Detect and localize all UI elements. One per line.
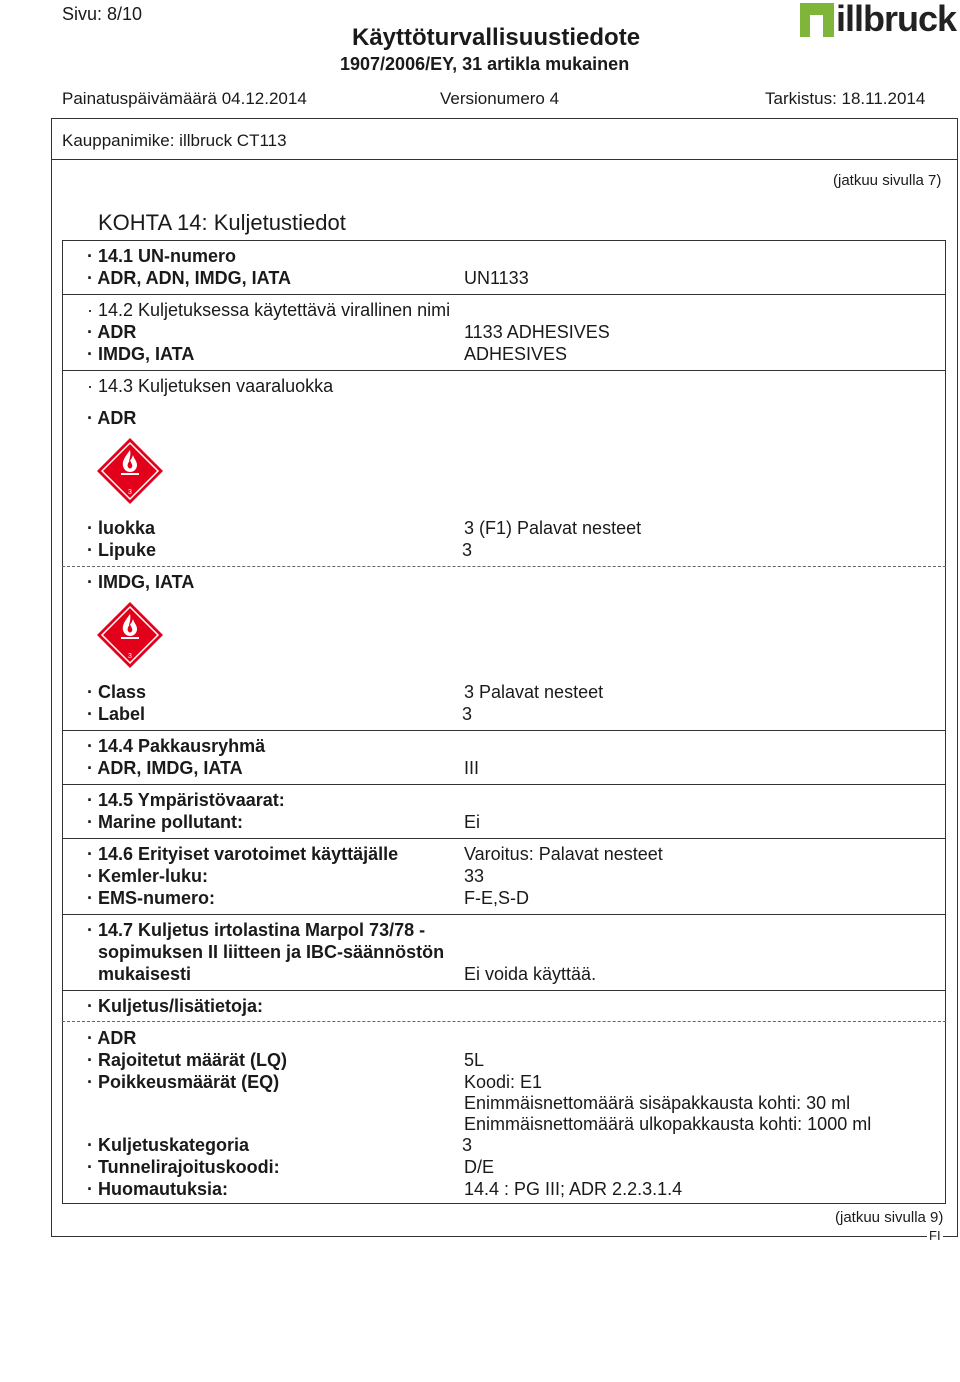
ems-value: F-E,S-D [464, 888, 529, 908]
label-label: · Label [87, 704, 146, 724]
lipuke-value: 3 [462, 540, 473, 560]
revision-date: Tarkistus: 18.11.2014 [765, 89, 926, 108]
dashed-divider [62, 1021, 946, 1022]
shipping-name-heading: · 14.2 Kuljetuksessa käytettävä virallinen nimi [87, 300, 451, 320]
special-precautions-value: Varoitus: Palavat nesteet [464, 844, 663, 864]
class-label: · Class [87, 682, 147, 702]
un-number-heading: · 14.1 UN-numero [87, 246, 237, 266]
flammable-liquid-pictogram-icon [96, 601, 164, 669]
regulation-subtitle: 1907/2006/EY, 31 artikla mukainen [340, 54, 630, 74]
bulk-transport-line3: mukaisesti [98, 964, 192, 984]
adr-sub-label: · ADR [87, 408, 137, 428]
kemler-label: · Kemler-luku: [87, 866, 209, 886]
divider [62, 294, 946, 295]
section-box-bottom [62, 1203, 946, 1204]
remarks-label: · Huomautuksia: [87, 1179, 229, 1199]
print-date: Painatuspäivämäärä 04.12.2014 [62, 89, 307, 108]
limited-quantities-value: 5L [464, 1050, 485, 1070]
header-box-bottom [51, 159, 958, 160]
header-box-top [51, 118, 958, 119]
hazard-class-heading: · 14.3 Kuljetuksen vaaraluokka [87, 376, 334, 396]
transport-category-label: · Kuljetuskategoria [87, 1135, 250, 1155]
class-value: 3 Palavat nesteet [464, 682, 604, 702]
language-code: FI [929, 1228, 941, 1243]
divider [62, 838, 946, 839]
illbruck-logo-mark-icon [800, 3, 834, 37]
trade-name: Kauppanimike: illbruck CT113 [62, 131, 287, 150]
divider [62, 370, 946, 371]
section-box-left [62, 240, 63, 1204]
divider [62, 914, 946, 915]
adr-shipping-name: 1133 ADHESIVES [464, 322, 610, 342]
pictogram-number: 3 [128, 489, 132, 496]
luokka-value: 3 (F1) Palavat nesteet [464, 518, 642, 538]
logo-text: illbruck [836, 0, 957, 39]
marine-pollutant-label: · Marine pollutant: [87, 812, 243, 832]
imdg-shipping-name: ADHESIVES [464, 344, 568, 364]
main-frame-right [957, 159, 958, 1236]
divider [62, 240, 946, 241]
header-box-left [51, 118, 52, 160]
excepted-quantities-label: · Poikkeusmäärät (EQ) [87, 1072, 280, 1092]
un-number-label: · ADR, ADN, IMDG, IATA [87, 268, 291, 288]
tunnel-code-label: · Tunnelirajoituskoodi: [87, 1157, 280, 1177]
excepted-quantities-outer: Enimmäisnettomäärä ulkopakkausta kohti: 1000 ml [464, 1114, 872, 1134]
document-title: Käyttöturvallisuustiedote [352, 24, 641, 51]
bulk-transport-line1: · 14.7 Kuljetus irtolastina Marpol 73/78 - [87, 920, 426, 940]
main-frame-left [51, 159, 52, 1236]
divider [62, 730, 946, 731]
tunnel-code-value: D/E [464, 1157, 495, 1177]
un-number-value: UN1133 [464, 268, 529, 288]
packing-group-heading: · 14.4 Pakkausryhmä [87, 736, 266, 756]
bulk-transport-line2: sopimuksen II liitteen ja IBC-säännöstön [98, 942, 445, 962]
remarks-value: 14.4 : PG III; ADR 2.2.3.1.4 [464, 1179, 683, 1199]
flammable-liquid-pictogram-icon [96, 437, 164, 505]
additional-info-heading: · Kuljetus/lisätietoja: [87, 996, 264, 1016]
continued-on: (jatkuu sivulla 9) [835, 1209, 944, 1226]
ems-label: · EMS-numero: [87, 888, 215, 908]
lipuke-label: · Lipuke [87, 540, 157, 560]
adr-label: · ADR [87, 322, 137, 342]
packing-group-label: · ADR, IMDG, IATA [87, 758, 243, 778]
version-number: Versionumero 4 [440, 89, 560, 108]
continued-from: (jatkuu sivulla 7) [833, 172, 942, 189]
bulk-transport-value: Ei voida käyttää. [464, 964, 597, 984]
luokka-label: · luokka [87, 518, 156, 538]
divider [62, 784, 946, 785]
pictogram-number: 3 [128, 653, 132, 660]
packing-group-value: III [464, 758, 480, 778]
marine-pollutant-value: Ei [464, 812, 481, 832]
excepted-quantities-code: Koodi: E1 [464, 1072, 543, 1092]
label-value: 3 [462, 704, 473, 724]
page-indicator: Sivu: 8/10 [62, 4, 143, 24]
imdg-label: · IMDG, IATA [87, 344, 195, 364]
special-precautions-label: · 14.6 Erityiset varotoimet käyttäjälle [87, 844, 399, 864]
additional-adr-label: · ADR [87, 1028, 137, 1048]
main-frame-bottom [51, 1236, 958, 1237]
kemler-value: 33 [464, 866, 485, 886]
limited-quantities-label: · Rajoitetut määrät (LQ) [87, 1050, 288, 1070]
environmental-hazards-heading: · 14.5 Ympäristövaarat: [87, 790, 285, 810]
divider [62, 990, 946, 991]
transport-category-value: 3 [462, 1135, 473, 1155]
excepted-quantities-inner: Enimmäisnettomäärä sisäpakkausta kohti: 30 ml [464, 1093, 851, 1113]
dashed-divider [62, 566, 946, 567]
header-box-right [957, 118, 958, 160]
section-title: KOHTA 14: Kuljetustiedot [98, 210, 346, 235]
imdg-sub-label: · IMDG, IATA [87, 572, 195, 592]
section-box-right [945, 240, 946, 1204]
